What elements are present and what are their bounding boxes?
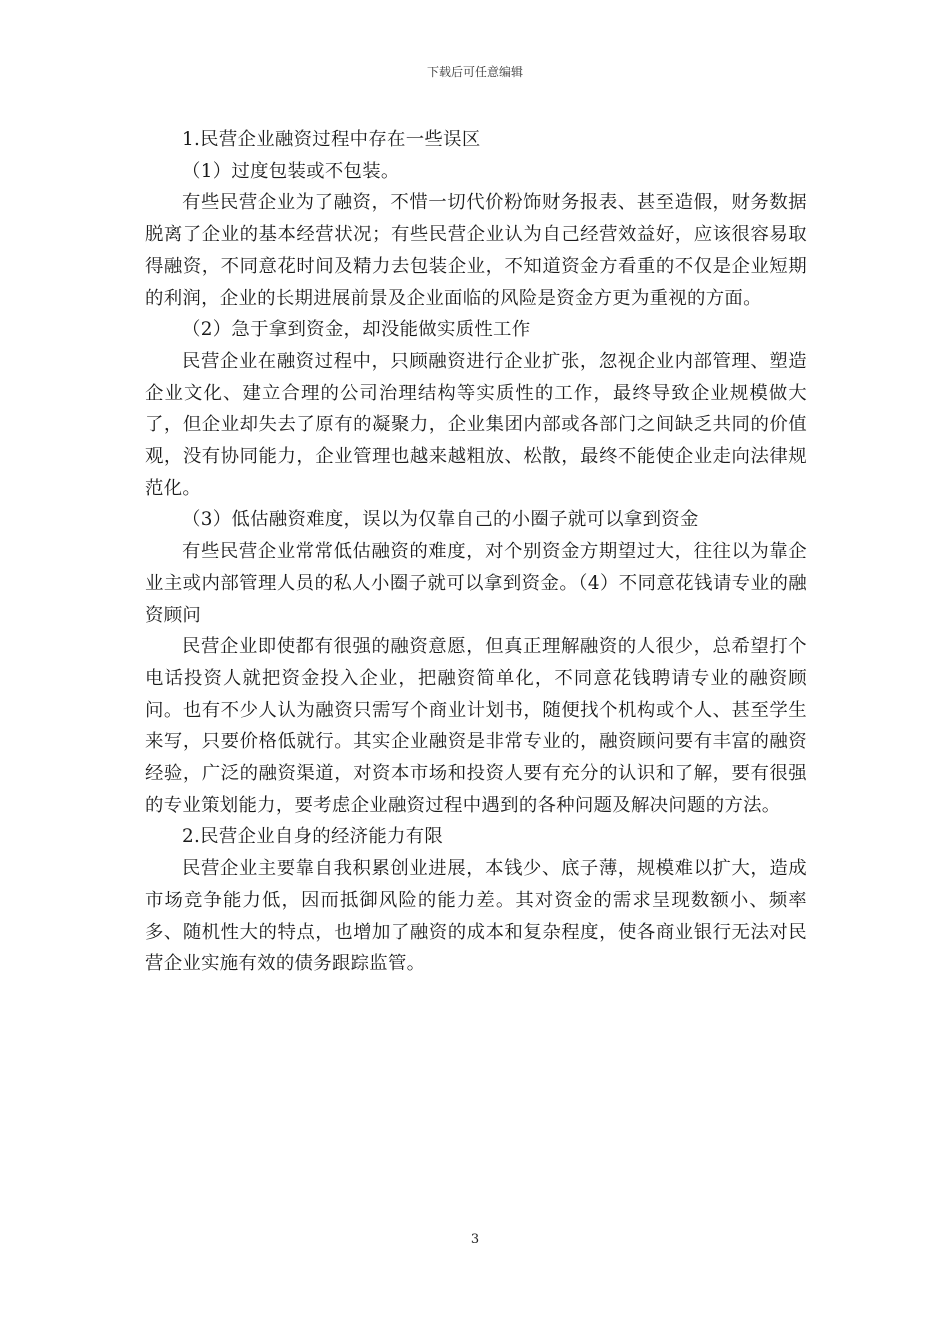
document-body <box>145 124 807 980</box>
subheading-1: （1）过度包装或不包装。 <box>182 160 400 182</box>
subheading-2: （2）急于拿到资金，却没能做实质性工作 <box>182 319 531 341</box>
section-heading-2: 2.民营企业自身的经济能力有限 <box>182 826 444 848</box>
body-paragraph: 民营企业即使都有很强的融资意愿，但真正理解融资的人很少，总希望打个电话投资人就把资金投入企业，把融资简单化，不同意花钱聘请专业的融资顾问。也有不少人认为融资只需写个商业计划书，随便找个机构或个人、甚至学生来写，只要价格低就行。其实企业融资是非常专业的，融资顾问要有丰富的融资经验，广泛的融资渠道，对资本市场和投资人要有充分的认识和了解，要有很强的专业策划能力，要考虑企业融资过程中遇到的各种问题及解决问题的方法。 <box>145 636 807 816</box>
body-paragraph: 民营企业在融资过程中，只顾融资进行企业扩张，忽视企业内部管理、塑造企业文化、建立合理的公司治理结构等实质性的工作，最终导致企业规模做大了，但企业却失去了原有的凝聚力，企业集团内部或各部门之间缺乏共同的价值观，没有协同能力，企业管理也越来越粗放、松散，最终不能使企业走向法律规范化。 <box>145 350 807 499</box>
body-paragraph: 民营企业主要靠自我积累创业进展，本钱少、底子薄，规模难以扩大，造成市场竞争能力低，因而抵御风险的能力差。其对资金的需求呈现数额小、频率多、随机性大的特点，也增加了融资的成本和复杂程度，使各商业银行无法对民营企业实施有效的债务跟踪监管。 <box>145 858 807 975</box>
page-header-note: 下载后可任意编辑 <box>426 65 523 79</box>
subheading-3: （3）低估融资难度，误以为仅靠自己的小圈子就可以拿到资金 <box>182 509 699 531</box>
section-heading-1: 1.民营企业融资过程中存在一些误区 <box>182 129 481 150</box>
body-paragraph: 有些民营企业常常低估融资的难度，对个别资金方期望过大，往往以为靠企业主或内部管理人员的私人小圈子就可以拿到资金。（4）不同意花钱请专业的融资顾问 <box>145 541 807 626</box>
body-paragraph: 有些民营企业为了融资，不惜一切代价粉饰财务报表、甚至造假，财务数据脱离了企业的基本经营状况；有些民营企业认为自己经营效益好，应该很容易取得融资，不同意花时间及精力去包装企业，不知道资金方看重的不仅是企业短期的利润，企业的长期进展前景及企业面临的风险是资金方更为重视的方面。 <box>145 192 807 309</box>
page-number: 3 <box>470 1232 480 1247</box>
